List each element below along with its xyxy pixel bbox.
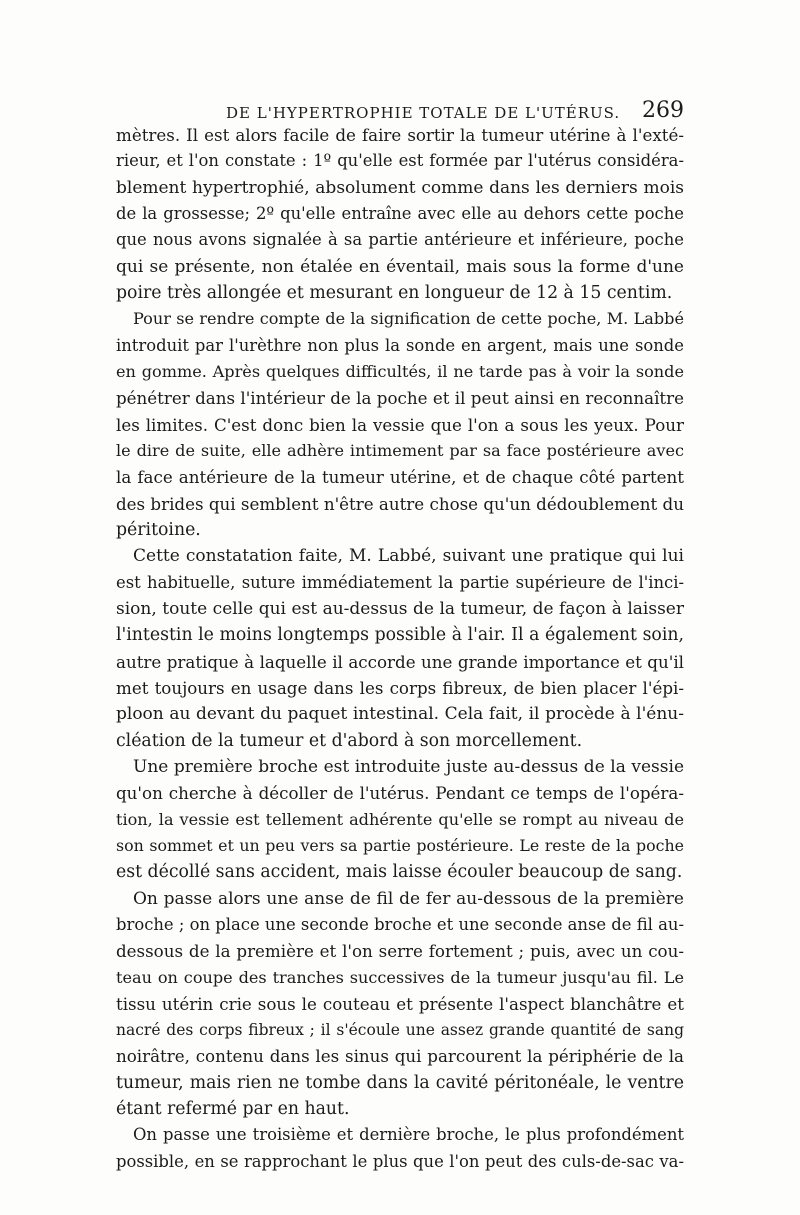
- text-line: qu'on cherche à décoller de l'utérus. Pendant ce temps de l'opéra-: [116, 783, 684, 804]
- page-number: 269: [642, 98, 684, 123]
- text-line: la face antérieure de la tumeur utérine, et de chaque côté partent: [116, 467, 684, 488]
- text-line: des brides qui semblent n'être autre chose qu'un dédoublement du: [116, 493, 684, 514]
- text-line: pénétrer dans l'intérieur de la poche et il peut ainsi en reconnaître: [116, 388, 684, 409]
- text-line: le dire de suite, elle adhère intimement par sa face postérieure avec: [116, 440, 684, 460]
- text-line: rieur, et l'on constate : 1º qu'elle est formée par l'utérus considéra-: [116, 151, 684, 171]
- paragraph-start-line: Cette constatation faite, M. Labbé, suivant une pratique qui lui: [133, 546, 684, 567]
- text-line: blement hypertrophié, absolument comme dans les derniers mois: [116, 177, 684, 198]
- paragraph-start-line: Pour se rendre compte de la signification de cette poche, M. Labbé: [133, 309, 684, 329]
- text-line: mètres. Il est alors facile de faire sortir la tumeur utérine à l'exté-: [116, 125, 684, 145]
- text-line: de la grossesse; 2º qu'elle entraîne avec elle au dehors cette poche: [116, 203, 684, 223]
- text-line: tion, la vessie est tellement adhérente qu'elle se rompt au niveau de: [116, 809, 684, 829]
- text-line: met toujours en usage dans les corps fibreux, de bien placer l'épi-: [116, 677, 684, 698]
- text-line: les limites. C'est donc bien la vessie que l'on a sous les yeux. Pour: [116, 414, 684, 435]
- text-line: cléation de la tumeur et d'abord à son morcellement.: [116, 730, 583, 751]
- text-line: ploon au devant du paquet intestinal. Cela fait, il procède à l'énu-: [116, 704, 684, 725]
- text-line: tissu utérin crie sous le couteau et présente l'aspect blanchâtre et: [116, 993, 684, 1014]
- text-line: sion, toute celle qui est au-dessus de la tumeur, de façon à laisser: [116, 598, 684, 619]
- text-line: tumeur, mais rien ne tombe dans la cavité péritonéale, le ventre: [116, 1072, 684, 1093]
- text-line: est habituelle, suture immédiatement la partie supérieure de l'inci-: [116, 572, 684, 592]
- text-line: possible, en se rapprochant le plus que l'on peut des culs-de-sac va-: [116, 1151, 684, 1171]
- text-line: nacré des corps fibreux ; il s'écoule une assez grande quantité de sang: [116, 1021, 684, 1040]
- running-title: DE L'HYPERTROPHIE TOTALE DE L'UTÉRUS.: [226, 104, 621, 122]
- text-line: son sommet et un peu vers sa partie postérieure. Le reste de la poche: [116, 835, 684, 855]
- paragraph-start-line: On passe une troisième et dernière broche, le plus profondément: [133, 1125, 684, 1145]
- text-line: teau on coupe des tranches successives de la tumeur jusqu'au fil. Le: [116, 967, 684, 987]
- text-line: dessous de la première et l'on serre fortement ; puis, avec un cou-: [116, 941, 684, 962]
- text-line: autre pratique à laquelle il accorde une grande importance et qu'il: [116, 651, 684, 672]
- text-line: l'intestin le moins longtemps possible à l'air. Il a également soin,: [116, 625, 684, 646]
- text-line: broche ; on place une seconde broche et une seconde anse de fil au-: [116, 914, 684, 934]
- text-line: péritoine.: [116, 519, 201, 540]
- paragraph-start-line: On passe alors une anse de fil de fer au-dessous de la première: [133, 888, 684, 909]
- text-line: qui se présente, non étalée en éventail, mais sous la forme d'une: [116, 256, 684, 277]
- text-line: que nous avons signalée à sa partie antérieure et inférieure, poche: [116, 230, 684, 250]
- paragraph-start-line: Une première broche est introduite juste au-dessus de la vessie: [133, 756, 684, 777]
- text-line: en gomme. Après quelques difficultés, il ne tarde pas à voir la sonde: [116, 361, 684, 381]
- text-line: noirâtre, contenu dans les sinus qui parcourent la périphérie de la: [116, 1046, 684, 1067]
- body-text: [116, 122, 684, 1175]
- text-line: est décollé sans accident, mais laisse écouler beaucoup de sang.: [116, 862, 683, 883]
- text-line: poire très allongée et mesurant en longueur de 12 à 15 centim.: [116, 282, 673, 303]
- text-line: étant refermé par en haut.: [116, 1099, 350, 1120]
- text-line: introduit par l'urèthre non plus la sonde en argent, mais une sonde: [116, 335, 684, 355]
